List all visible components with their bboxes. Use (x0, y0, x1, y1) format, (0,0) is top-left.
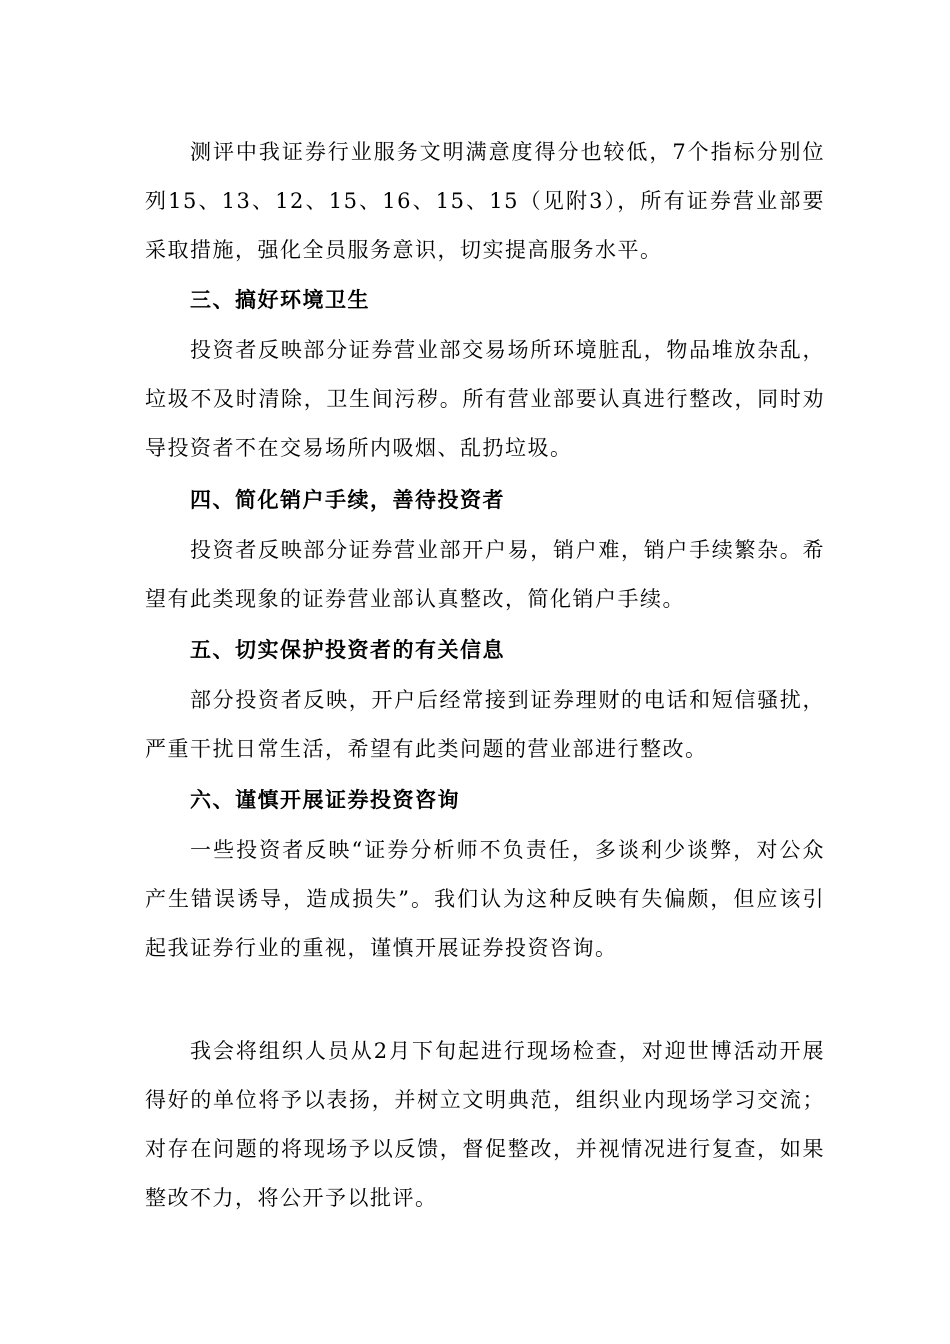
paragraph-investment-consulting: 一些投资者反映“证券分析师不负责任，多谈利少谈弊，对公众产生错误诱导，造成损失”。我们认为这种反映有失偏颇，但应该引起我证券行业的重视，谨慎开展证券投资咨询。 (145, 838, 825, 960)
paragraph-protect-investor-info: 部分投资者反映，开户后经常接到证券理财的电话和短信骚扰，严重干扰日常生活，希望有此类问题的营业部进行整改。 (145, 688, 825, 761)
paragraph-environment-hygiene: 投资者反映部分证券营业部交易场所环境脏乱，物品堆放杂乱，垃圾不及时清除，卫生间污秽。所有营业部要认真进行整改，同时劝导投资者不在交易场所内吸烟、乱扔垃圾。 (145, 338, 825, 460)
paragraph-on-site-inspection: 我会将组织人员从2月下旬起进行现场检查，对迎世博活动开展得好的单位将予以表扬，并树立文明典范，组织业内现场学习交流；对存在问题的将现场予以反馈，督促整改，并视情况进行复查，如果整改不力，将公开予以批评。 (145, 1039, 825, 1210)
heading-simplify-account-closing: 四、简化销户手续，善待投资者 (190, 488, 505, 512)
paragraph-simplify-account-closing: 投资者反映部分证券营业部开户易，销户难，销户手续繁杂。希望有此类现象的证券营业部认真整改，简化销户手续。 (145, 538, 825, 611)
paragraph-service-satisfaction: 测评中我证券行业服务文明满意度得分也较低，7个指标分别位列15、13、12、15、16、15、15（见附3），所有证券营业部要采取措施，强化全员服务意识，切实提高服务水平。 (145, 140, 825, 262)
heading-environment-hygiene: 三、搞好环境卫生 (190, 288, 370, 312)
heading-investment-consulting: 六、谨慎开展证券投资咨询 (190, 788, 460, 812)
heading-protect-investor-info: 五、切实保护投资者的有关信息 (190, 638, 505, 662)
